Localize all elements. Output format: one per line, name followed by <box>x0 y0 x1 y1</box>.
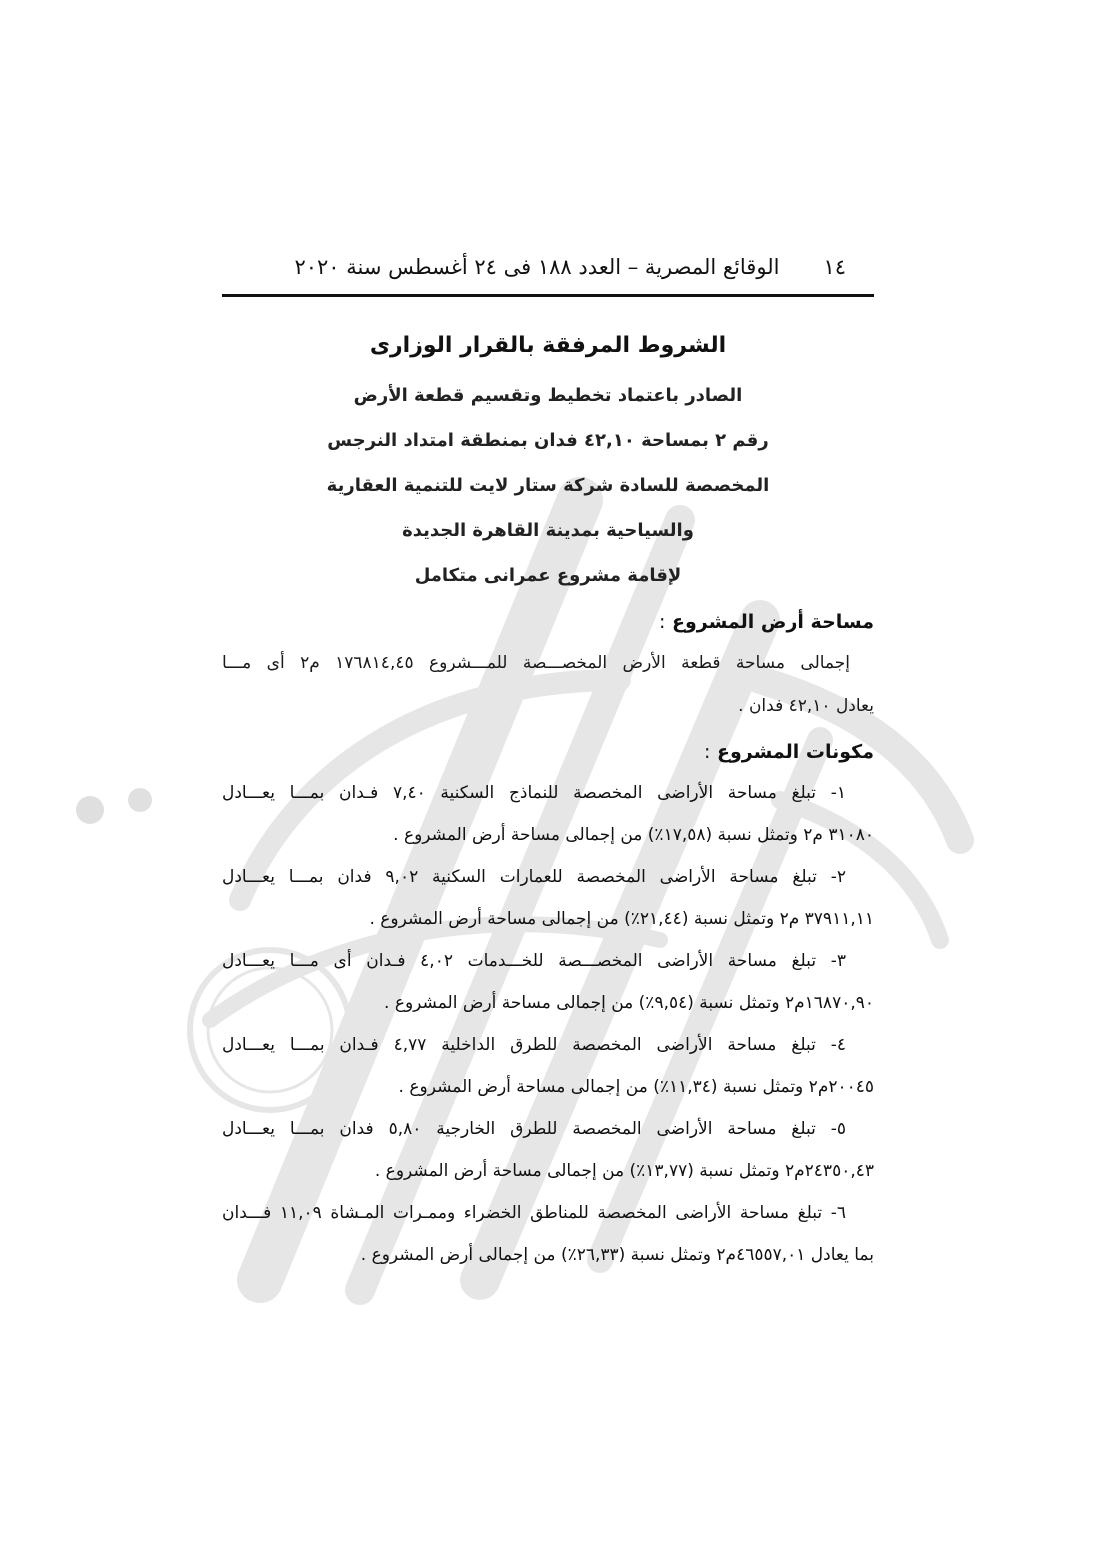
item-line: ٢٤٣٥٠,٤٣م٢ وتمثل نسبة (١٣,٧٧٪) من إجمالى مساحة أرض المشروع . <box>374 1161 874 1181</box>
list-item <box>222 1108 874 1192</box>
components-list <box>222 772 874 1276</box>
page-header <box>222 248 874 286</box>
item-line: ٣١٠٨٠ م٢ وتمثل نسبة (١٧,٥٨٪) من إجمالى مساحة أرض المشروع . <box>393 825 874 845</box>
area-section-heading <box>222 602 874 642</box>
gazette-page <box>222 248 874 1276</box>
paragraph-line: يعادل ٤٢,١٠ فدان . <box>738 696 874 716</box>
item-line: ٣- تبلغ مساحة الأراضى المخصـــصة للخـــدمات ٤,٠٢ فـدان أى مـــا يعـــادل <box>222 951 846 971</box>
item-line: ١- تبلغ مساحة الأراضى المخصصة للنماذج السكنية ٧,٤٠ فـدان بمـــا يعـــادل <box>222 783 846 803</box>
heading-colon: : <box>703 741 711 763</box>
page-number: ١٤ <box>823 255 846 279</box>
decree-title-line: والسياحية بمدينة القاهرة الجديدة <box>402 520 694 541</box>
decree-title-line: لإقامة مشروع عمرانى متكامل <box>414 565 682 586</box>
item-line: ٢- تبلغ مساحة الأراضى المخصصة للعمارات السكنية ٩,٠٢ فدان بمـــا يعـــادل <box>222 867 846 887</box>
publication-title: الوقائع المصرية – العدد ١٨٨ فى ٢٤ أغسطس سنة ٢٠٢٠ <box>294 255 780 279</box>
item-line: ٣٧٩١١,١١ م٢ وتمثل نسبة (٢١,٤٤٪) من إجمالى مساحة أرض المشروع . <box>369 909 874 929</box>
list-item <box>222 1024 874 1108</box>
list-item <box>222 1192 874 1276</box>
area-paragraph <box>222 642 874 728</box>
list-item <box>222 940 874 1024</box>
item-line: بما يعادل ٤٦٥٥٧,٠١م٢ وتمثل نسبة (٢٦,٣٣٪) من إجمالى أرض المشروع . <box>360 1245 874 1265</box>
decree-title-block <box>222 327 874 598</box>
components-section-heading <box>222 732 874 772</box>
decree-title-line: رقم ٢ بمساحة ٤٢,١٠ فدان بمنطقة امتداد النرجس <box>327 430 769 451</box>
decree-title: الشروط المرفقة بالقرار الوزارى <box>369 333 727 358</box>
components-heading-text: مكونات المشروع <box>716 741 874 763</box>
item-line: ١٦٨٧٠,٩٠م٢ وتمثل نسبة (٩,٥٤٪) من إجمالى مساحة أرض المشروع . <box>384 993 874 1013</box>
list-item <box>222 856 874 940</box>
area-heading-text: مساحة أرض المشروع <box>671 611 874 633</box>
item-line: ٥- تبلغ مساحة الأراضى المخصصة للطرق الخارجية ٥,٨٠ فدان بمـــا يعـــادل <box>222 1119 846 1139</box>
decree-title-line: الصادر باعتماد تخطيط وتقسيم قطعة الأرض <box>353 385 743 406</box>
paragraph-line: إجمالى مساحة قطعة الأرض المخصـــصة للمـــشروع ١٧٦٨١٤,٤٥ م٢ أى مـــا <box>222 653 850 673</box>
item-line: ٤- تبلغ مساحة الأراضى المخصصة للطرق الداخلية ٤,٧٧ فـدان بمـــا يعـــادل <box>222 1035 847 1055</box>
list-item <box>222 772 874 856</box>
item-line: ٦- تبلغ مساحة الأراضى المخصصة للمناطق الخضراء وممـرات المـشاة ١١,٠٩ فـــدان <box>222 1203 847 1223</box>
decree-title-line: المخصصة للسادة شركة ستار لايت للتنمية العقارية <box>326 475 770 496</box>
item-line: ٢٠٠٤٥م٢ وتمثل نسبة (١١,٣٤٪) من إجمالى مساحة أرض المشروع . <box>398 1077 874 1097</box>
header-divider <box>222 294 874 297</box>
heading-colon: : <box>658 611 666 633</box>
